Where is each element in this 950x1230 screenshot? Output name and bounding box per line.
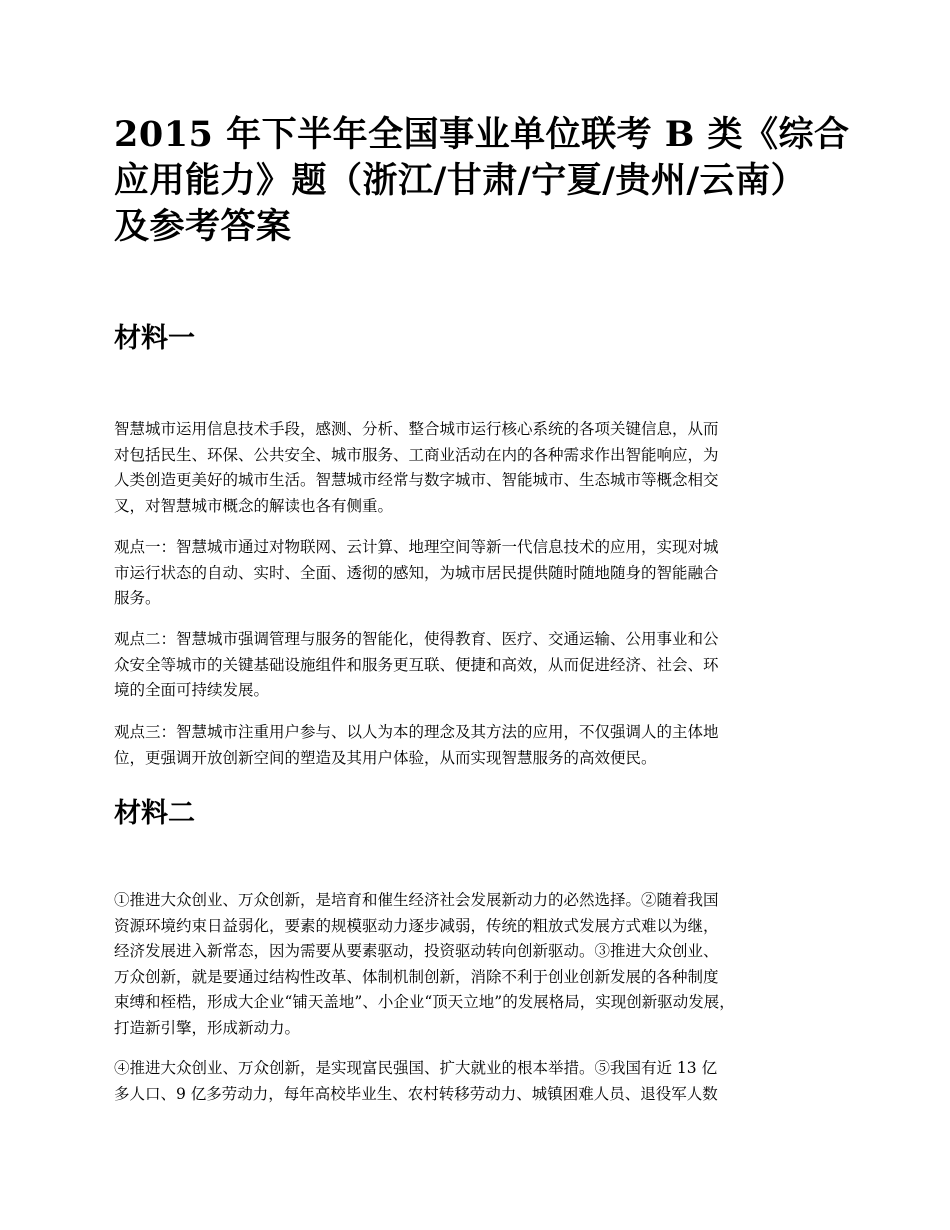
text-line: 人类创造更美好的城市生活。智慧城市经常与数字城市、智能城市、生态城市等概念相交	[114, 471, 719, 489]
text-line: 观点二：智慧城市强调管理与服务的智能化，使得教育、医疗、交通运输、公用事业和公	[114, 630, 719, 648]
text-line: 束缚和桎梏，形成大企业“铺天盖地”、小企业“顶天立地”的发展格局，实现创新驱动发展，	[114, 993, 735, 1011]
paragraph-viewpoint-three	[114, 720, 844, 771]
title-line: 及参考答案	[114, 206, 292, 247]
text-line: 万众创新，就是要通过结构性改革、体制机制创新，消除不利于创业创新发展的各种制度	[114, 967, 719, 986]
text-line: ①推进大众创业、万众创新，是培育和催生经济社会发展新动力的必然选择。②随着我国	[114, 891, 719, 909]
paragraph-material-two-second	[114, 1056, 844, 1107]
text-line: 叉，对智慧城市概念的解读也各有侧重。	[114, 496, 394, 515]
section-heading-material-one: 材料一	[114, 323, 195, 354]
text-line: 智慧城市运用信息技术手段，感测、分析、整合城市运行核心系统的各项关键信息，从而	[114, 420, 719, 438]
text-line: 多人口、9 亿多劳动力，每年高校毕业生、农村转移劳动力、城镇困难人员、退役军人数	[114, 1084, 718, 1103]
title-line: 2015 年下半年全国事业单位联考 B 类《综合	[114, 114, 850, 155]
text-line: 市运行状态的自动、实时、全面、透彻的感知，为城市居民提供随时随地随身的智能融合	[114, 563, 719, 582]
text-line: ④推进大众创业、万众创新，是实现富民强国、扩大就业的根本举措。⑤我国有近 13 亿	[114, 1059, 718, 1077]
text-line: 服务。	[114, 589, 161, 607]
text-line: 位，更强调开放创新空间的塑造及其用户体验，从而实现智慧服务的高效便民。	[114, 748, 657, 767]
paragraph-viewpoint-one	[114, 535, 844, 612]
text-line: 观点三：智慧城市注重用户参与、以人为本的理念及其方法的应用，不仅强调人的主体地	[114, 723, 719, 741]
text-line: 对包括民生、环保、公共安全、城市服务、工商业活动在内的各种需求作出智能响应，为	[114, 445, 719, 464]
paragraph-intro	[114, 417, 844, 519]
section-heading-material-two: 材料二	[114, 798, 195, 829]
text-line: 打造新引擎，形成新动力。	[114, 1018, 301, 1037]
text-line: 境的全面可持续发展。	[114, 681, 270, 699]
text-line: 观点一：智慧城市通过对物联网、云计算、地理空间等新一代信息技术的应用，实现对城	[114, 538, 719, 556]
text-line: 众安全等城市的关键基础设施组件和服务更互联、便捷和高效，从而促进经济、社会、环	[114, 655, 719, 674]
paragraph-viewpoint-two	[114, 627, 844, 704]
text-line: 资源环境约束日益弱化，要素的规模驱动力逐步减弱，传统的粗放式发展方式难以为继，	[114, 916, 719, 935]
document-title	[114, 112, 850, 250]
paragraph-material-two-first	[114, 888, 844, 1041]
title-line: 应用能力》题（浙江/甘肃/宁夏/贵州/云南）	[114, 160, 807, 201]
text-line: 经济发展进入新常态，因为需要从要素驱动，投资驱动转向创新驱动。③推进大众创业、	[114, 942, 719, 960]
